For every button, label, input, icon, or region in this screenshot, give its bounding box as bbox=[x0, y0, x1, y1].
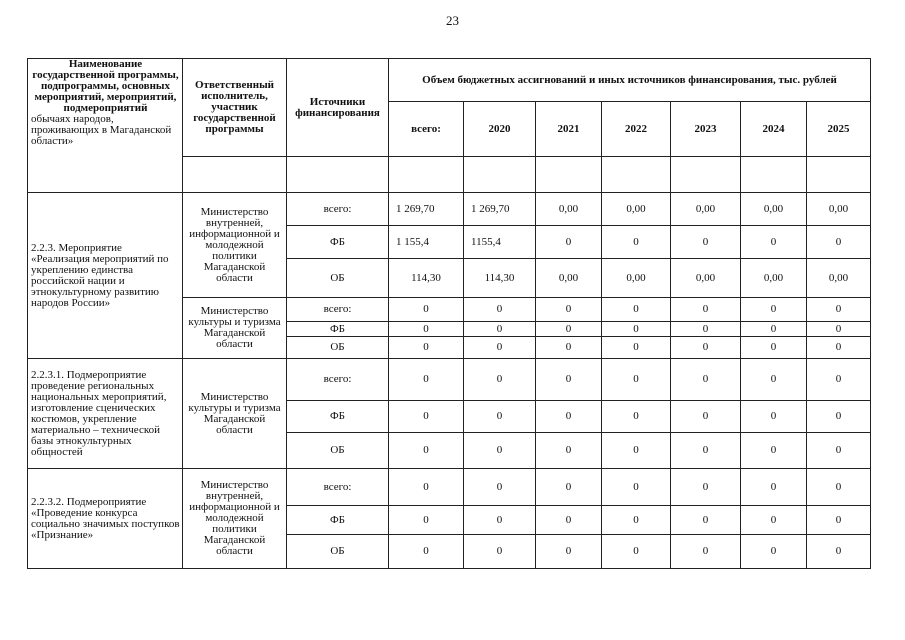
value-cell: 0 bbox=[807, 298, 871, 322]
blank-cell bbox=[287, 157, 389, 193]
value-cell: 0 bbox=[464, 469, 536, 506]
value-cell: 0 bbox=[536, 469, 602, 506]
source-label: ОБ bbox=[287, 535, 389, 569]
value-cell: 0 bbox=[536, 359, 602, 401]
value-cell: 0 bbox=[464, 337, 536, 359]
value-cell: 0 bbox=[671, 298, 741, 322]
value-cell: 0 bbox=[741, 298, 807, 322]
value-cell: 0 bbox=[389, 322, 464, 337]
value-cell: 0,00 bbox=[602, 193, 671, 226]
source-label: всего: bbox=[287, 469, 389, 506]
header-year: 2022 bbox=[602, 102, 671, 157]
value-cell: 0 bbox=[389, 469, 464, 506]
value-cell: 0 bbox=[536, 401, 602, 433]
source-label: ОБ bbox=[287, 433, 389, 469]
value-cell: 0 bbox=[602, 359, 671, 401]
table-row bbox=[28, 359, 871, 401]
value-cell: 0 bbox=[807, 337, 871, 359]
value-cell: 0,00 bbox=[741, 193, 807, 226]
value-cell: 114,30 bbox=[464, 259, 536, 298]
value-cell: 0 bbox=[807, 506, 871, 535]
value-cell: 0 bbox=[536, 535, 602, 569]
source-label: ОБ bbox=[287, 259, 389, 298]
value-cell: 0 bbox=[389, 535, 464, 569]
value-cell: 0,00 bbox=[807, 193, 871, 226]
value-cell: 0 bbox=[807, 226, 871, 259]
value-cell: 0 bbox=[602, 535, 671, 569]
value-cell: 1 155,4 bbox=[389, 226, 464, 259]
value-cell: 0 bbox=[741, 359, 807, 401]
header-responsible: Ответственный исполнитель, участник государственной программы bbox=[183, 59, 287, 157]
program-name: 2.2.3.1. Подмероприятие проведение региональных национальных мероприятий, изготовление сценических костюмов, укрепление материально – технической базы этнокультурных общностей bbox=[28, 359, 183, 469]
value-cell: 0 bbox=[536, 337, 602, 359]
value-cell: 0 bbox=[741, 535, 807, 569]
value-cell: 0 bbox=[807, 535, 871, 569]
value-cell: 0 bbox=[671, 469, 741, 506]
value-cell: 0 bbox=[602, 298, 671, 322]
value-cell: 0 bbox=[536, 433, 602, 469]
responsible-name: Министерство культуры и туризма Магаданской области bbox=[183, 359, 287, 469]
value-cell: 0 bbox=[464, 433, 536, 469]
source-label: всего: bbox=[287, 359, 389, 401]
value-cell: 0 bbox=[464, 401, 536, 433]
value-cell: 0 bbox=[671, 337, 741, 359]
value-cell: 0 bbox=[741, 506, 807, 535]
budget-table bbox=[27, 58, 871, 569]
value-cell: 0 bbox=[671, 401, 741, 433]
value-cell: 0 bbox=[536, 226, 602, 259]
responsible-name: Министерство внутренней, информационной и молодежной политики Магаданской области bbox=[183, 469, 287, 569]
value-cell: 0,00 bbox=[536, 259, 602, 298]
header-year: 2023 bbox=[671, 102, 741, 157]
header-program: Наименование государственной программы, подпрограммы, основных мероприятий, мероприятий, подмероприятий bbox=[32, 58, 179, 114]
responsible-name: Министерство культуры и туризма Магаданской области bbox=[183, 298, 287, 359]
blank-cell bbox=[464, 157, 536, 193]
value-cell: 0 bbox=[602, 506, 671, 535]
responsible-name: Министерство внутренней, информационной и молодежной политики Магаданской области bbox=[183, 193, 287, 298]
blank-cell bbox=[602, 157, 671, 193]
value-cell: 0 bbox=[602, 337, 671, 359]
source-label: всего: bbox=[287, 193, 389, 226]
header-program-cell bbox=[28, 59, 183, 193]
value-cell: 0,00 bbox=[671, 259, 741, 298]
program-name: 2.2.3. Мероприятие «Реализация мероприятий по укреплению единства российской нации и этнокультурному развитию народов России» bbox=[28, 193, 183, 359]
value-cell: 0 bbox=[602, 469, 671, 506]
value-cell: 0 bbox=[536, 322, 602, 337]
value-cell: 0 bbox=[741, 469, 807, 506]
blank-cell bbox=[671, 157, 741, 193]
blank-cell bbox=[536, 157, 602, 193]
value-cell: 0 bbox=[389, 401, 464, 433]
value-cell: 1155,4 bbox=[464, 226, 536, 259]
source-label: всего: bbox=[287, 298, 389, 322]
value-cell: 0 bbox=[807, 433, 871, 469]
blank-cell bbox=[183, 157, 287, 193]
value-cell: 0 bbox=[389, 433, 464, 469]
header-year: 2025 bbox=[807, 102, 871, 157]
table-row bbox=[28, 193, 871, 226]
header-year: 2020 bbox=[464, 102, 536, 157]
source-label: ФБ bbox=[287, 401, 389, 433]
table-body bbox=[28, 59, 871, 569]
value-cell: 0 bbox=[807, 401, 871, 433]
value-cell: 0 bbox=[536, 506, 602, 535]
value-cell: 0 bbox=[671, 359, 741, 401]
value-cell: 0 bbox=[464, 322, 536, 337]
value-cell: 0 bbox=[807, 469, 871, 506]
table-row bbox=[28, 469, 871, 506]
value-cell: 0 bbox=[807, 322, 871, 337]
value-cell: 0 bbox=[741, 226, 807, 259]
value-cell: 0 bbox=[671, 433, 741, 469]
value-cell: 0,00 bbox=[807, 259, 871, 298]
header-funding: Объем бюджетных ассигнований и иных источников финансирования, тыс. рублей bbox=[389, 59, 871, 102]
value-cell: 1 269,70 bbox=[464, 193, 536, 226]
value-cell: 0 bbox=[671, 506, 741, 535]
value-cell: 0 bbox=[602, 226, 671, 259]
value-cell: 0 bbox=[671, 322, 741, 337]
value-cell: 0 bbox=[464, 298, 536, 322]
value-cell: 0,00 bbox=[602, 259, 671, 298]
value-cell: 0 bbox=[602, 401, 671, 433]
blank-cell bbox=[741, 157, 807, 193]
blank-cell bbox=[389, 157, 464, 193]
header-year: 2024 bbox=[741, 102, 807, 157]
value-cell: 0 bbox=[807, 359, 871, 401]
value-cell: 0 bbox=[389, 359, 464, 401]
header-year: всего: bbox=[389, 102, 464, 157]
value-cell: 0 bbox=[741, 322, 807, 337]
source-label: ФБ bbox=[287, 322, 389, 337]
blank-cell bbox=[807, 157, 871, 193]
page-number: 23 bbox=[446, 13, 459, 28]
value-cell: 0 bbox=[602, 322, 671, 337]
value-cell: 114,30 bbox=[389, 259, 464, 298]
continuation-text: обычаях народов, проживающих в Магаданской области» bbox=[31, 113, 172, 147]
source-label: ФБ bbox=[287, 506, 389, 535]
source-label: ФБ bbox=[287, 226, 389, 259]
value-cell: 1 269,70 bbox=[389, 193, 464, 226]
value-cell: 0 bbox=[536, 298, 602, 322]
value-cell: 0 bbox=[464, 359, 536, 401]
value-cell: 0 bbox=[671, 535, 741, 569]
value-cell: 0 bbox=[671, 226, 741, 259]
value-cell: 0 bbox=[741, 401, 807, 433]
value-cell: 0 bbox=[464, 535, 536, 569]
value-cell: 0 bbox=[741, 433, 807, 469]
value-cell: 0 bbox=[741, 337, 807, 359]
value-cell: 0 bbox=[389, 298, 464, 322]
value-cell: 0 bbox=[464, 506, 536, 535]
value-cell: 0,00 bbox=[741, 259, 807, 298]
value-cell: 0,00 bbox=[536, 193, 602, 226]
value-cell: 0 bbox=[389, 337, 464, 359]
value-cell: 0 bbox=[602, 433, 671, 469]
program-name: 2.2.3.2. Подмероприятие «Проведение конкурса социально значимых поступков «Признание» bbox=[28, 469, 183, 569]
header-sources: Источники финансирования bbox=[287, 59, 389, 157]
value-cell: 0,00 bbox=[671, 193, 741, 226]
value-cell: 0 bbox=[389, 506, 464, 535]
header-year: 2021 bbox=[536, 102, 602, 157]
source-label: ОБ bbox=[287, 337, 389, 359]
